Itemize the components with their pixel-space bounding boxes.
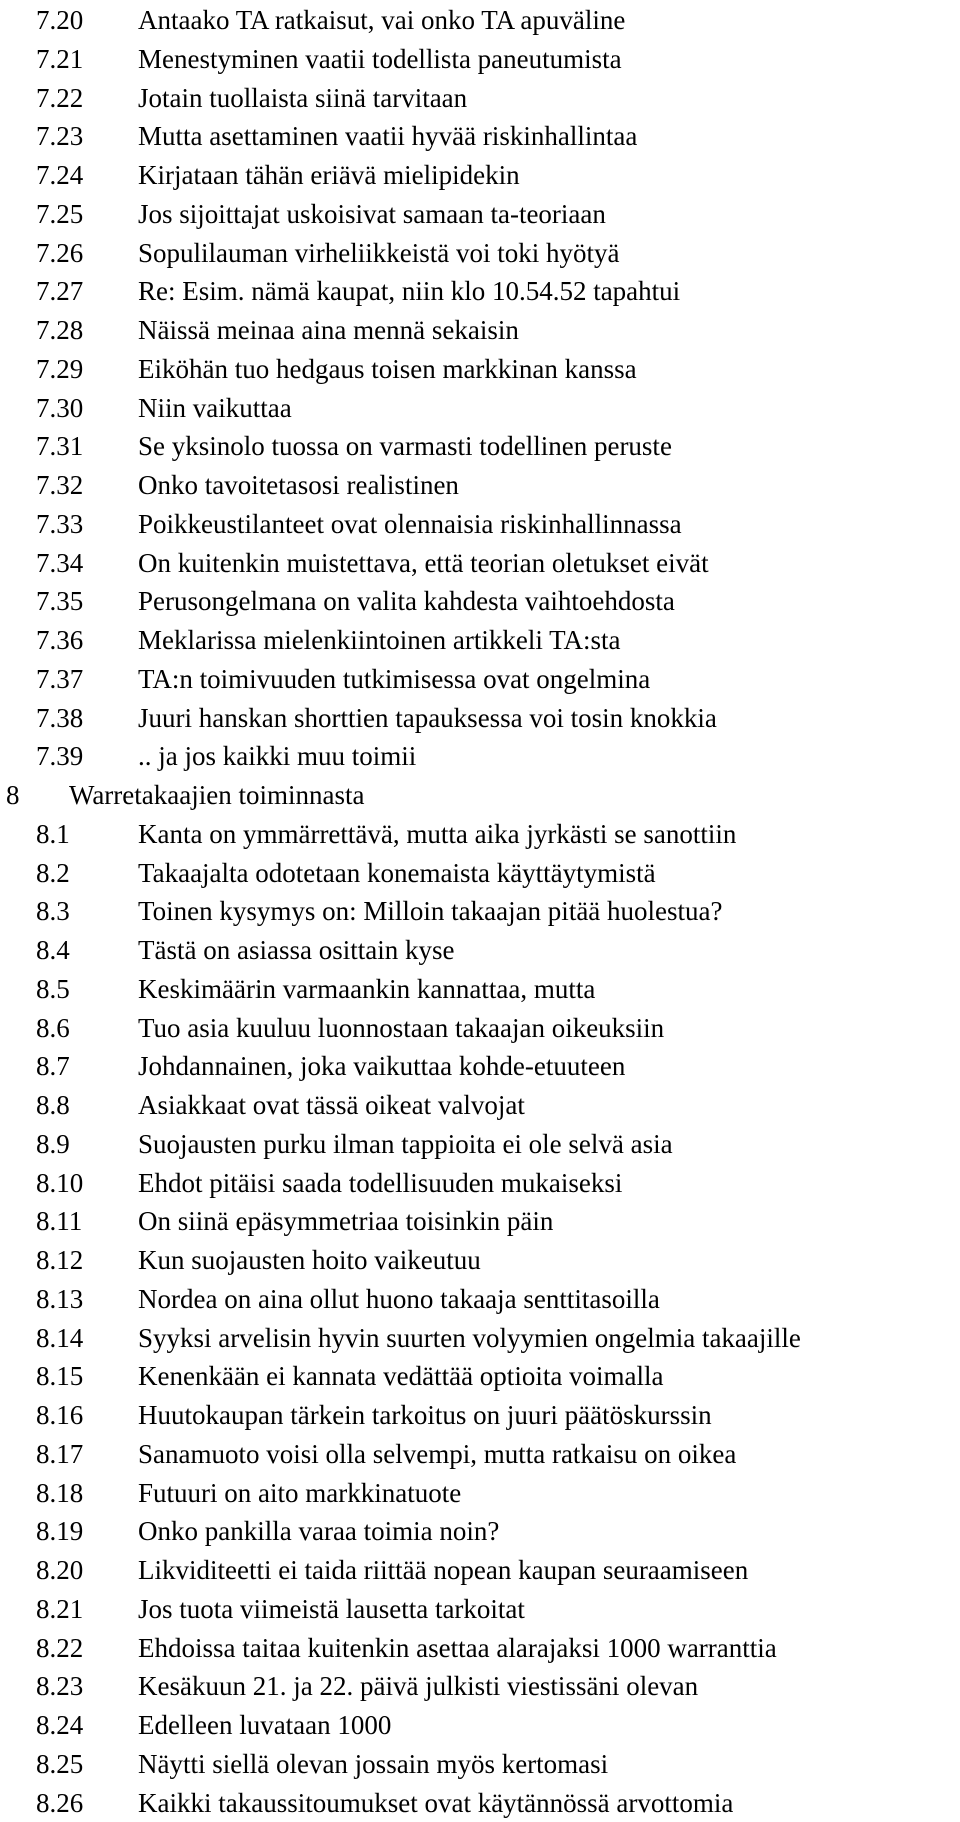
toc-entry-number: 7.34 — [36, 547, 84, 578]
toc-entry-number: 8.23 — [36, 1671, 84, 1702]
toc-entry-number: 8.8 — [36, 1090, 70, 1120]
toc-entry-title: Meklarissa mielenkiintoinen artikkeli TA:sta — [138, 625, 621, 655]
toc-entry-number: 8.16 — [36, 1400, 84, 1430]
toc-entry-title: Onko pankilla varaa toimia noin? — [138, 1516, 500, 1547]
toc-entry-title: .. ja jos kaikki muu toimii — [138, 741, 417, 772]
toc-entry-number: 8.2 — [36, 857, 70, 888]
toc-entry-number: 8.26 — [36, 1787, 84, 1818]
toc-entry-number: 7.28 — [36, 315, 84, 345]
toc-entry-title: Kenenkään ei kannata vedättää optioita voimalla — [138, 1361, 664, 1392]
toc-entry-title: Mutta asettaminen vaatii hyvää riskinhallintaa — [138, 121, 638, 152]
toc-entry-title: Suojausten purku ilman tappioita ei ole selvä asia — [138, 1128, 673, 1159]
toc-entry-title: Eiköhän tuo hedgaus toisen markkinan kanssa — [138, 353, 637, 384]
toc-entry-title: Jos sijoittajat uskoisivat samaan ta-teoriaan — [138, 198, 606, 229]
toc-entry-title: Takaajalta odotetaan konemaista käyttäytymistä — [138, 857, 656, 888]
toc-entry-number: 7.25 — [36, 198, 84, 229]
toc-entry-number: 7.35 — [36, 586, 84, 617]
toc-entry-number: 8.7 — [36, 1051, 70, 1082]
toc-entry-number: 8.17 — [36, 1438, 84, 1469]
toc-entry-title: TA:n toimivuuden tutkimisessa ovat ongelmina — [138, 663, 651, 694]
toc-entry-title: Kun suojausten hoito vaikeutuu — [138, 1245, 481, 1275]
toc-entry-number: 7.36 — [36, 625, 84, 655]
toc-entry-title: Likviditeetti ei taida riittää nopean kaupan seuraamiseen — [138, 1555, 749, 1585]
toc-entry-number: 8.3 — [36, 896, 70, 927]
toc-entry-number: 7.29 — [36, 353, 84, 384]
toc-entry-number: 7.21 — [36, 43, 84, 74]
toc-entry-title: Näytti siellä olevan jossain myös kertomasi — [138, 1748, 609, 1779]
toc-entry-title: On siinä epäsymmetriaa toisinkin päin — [138, 1206, 554, 1237]
toc-entry-title: Niin vaikuttaa — [138, 392, 292, 423]
toc-entry-title: Sanamuoto voisi olla selvempi, mutta ratkaisu on oikea — [138, 1438, 737, 1469]
toc-entry-number: 7.30 — [36, 392, 84, 423]
toc-entry-number: 8.6 — [36, 1012, 70, 1043]
toc-entry-title: Perusongelmana on valita kahdesta vaihtoehdosta — [138, 586, 675, 617]
toc-entry-number: 8.21 — [36, 1593, 84, 1624]
toc-entry-number: 8.1 — [36, 818, 70, 849]
toc-entry-title: Juuri hanskan shorttien tapauksessa voi tosin knokkia — [138, 702, 717, 733]
toc-entry-number: 8.20 — [36, 1555, 84, 1585]
toc-entry-number: 7.23 — [36, 121, 84, 152]
toc-entry-title: Futuuri on aito markkinatuote — [138, 1477, 462, 1508]
toc-entry-number: 8.25 — [36, 1748, 84, 1779]
toc-entry-title: Kaikki takaussitoumukset ovat käytännössä arvottomia — [138, 1787, 734, 1818]
toc-entry-number: 8.24 — [36, 1710, 84, 1740]
toc-entry-number: 7.37 — [36, 663, 84, 694]
toc-entry-title: Tuo asia kuuluu luonnostaan takaajan oikeuksiin — [138, 1012, 665, 1043]
toc-entry-title: Näissä meinaa aina mennä sekaisin — [138, 315, 519, 345]
toc-entry-number: 7.22 — [36, 82, 84, 113]
toc-entry-number: 8.9 — [36, 1128, 70, 1159]
toc-entry-title: On kuitenkin muistettava, että teorian oletukset eivät — [138, 547, 709, 578]
toc-entry-title: Kanta on ymmärrettävä, mutta aika jyrkästi se sanottiin — [138, 818, 737, 849]
toc-entry-number: 8 — [6, 780, 20, 810]
toc-entry-number: 7.27 — [36, 276, 84, 307]
toc-entry-title: Onko tavoitetasosi realistinen — [138, 470, 459, 500]
toc-entry-number: 8.13 — [36, 1283, 84, 1314]
toc-entry-title: Nordea on aina ollut huono takaaja senttitasoilla — [138, 1283, 660, 1314]
toc-entry-number: 7.38 — [36, 702, 84, 733]
toc-entry-number: 7.33 — [36, 508, 84, 539]
toc-entry-number: 8.4 — [36, 935, 70, 965]
toc-entry-title: Syyksi arvelisin hyvin suurten volyymien ongelmia takaajille — [138, 1322, 801, 1353]
toc-entry-title: Antaako TA ratkaisut, vai onko TA apuväline — [138, 5, 626, 35]
toc-entry-number: 7.24 — [36, 160, 84, 190]
toc-entry-title: Tästä on asiassa osittain kyse — [138, 935, 455, 965]
toc-entry-title: Re: Esim. nämä kaupat, niin klo 10.54.52 tapahtui — [138, 276, 681, 307]
toc-entry-title: Kesäkuun 21. ja 22. päivä julkisti viestissäni olevan — [138, 1671, 699, 1702]
toc-entry-number: 8.10 — [36, 1167, 84, 1198]
toc-entry-title: Jos tuota viimeistä lausetta tarkoitat — [138, 1593, 525, 1624]
toc-entry-number: 8.14 — [36, 1322, 84, 1353]
toc-entry-number: 7.32 — [36, 470, 84, 500]
toc-entry-number: 7.39 — [36, 741, 84, 772]
toc-entry-number: 8.15 — [36, 1361, 84, 1392]
toc-entry-title: Edelleen luvataan 1000 — [138, 1710, 392, 1740]
toc-entry-number: 8.11 — [36, 1206, 83, 1237]
toc-entry-title: Warretakaajien toiminnasta — [69, 780, 365, 810]
toc-entry-number: 8.18 — [36, 1477, 84, 1508]
toc-entry-title: Toinen kysymys on: Milloin takaajan pitää huolestua? — [138, 896, 723, 927]
toc-entry-title: Sopulilauman virheliikkeistä voi toki hyötyä — [138, 237, 620, 268]
toc-entry-title: Poikkeustilanteet ovat olennaisia riskinhallinnassa — [138, 508, 682, 539]
toc-entry-number: 8.22 — [36, 1632, 84, 1663]
toc-entry-title: Ehdot pitäisi saada todellisuuden mukaiseksi — [138, 1167, 623, 1198]
toc-entry-number: 7.20 — [36, 5, 84, 35]
toc-entry-number: 8.12 — [36, 1245, 84, 1275]
toc-entry-number: 8.19 — [36, 1516, 84, 1547]
toc-entry-number: 7.31 — [36, 431, 84, 462]
toc-entry-title: Johdannainen, joka vaikuttaa kohde-etuuteen — [138, 1051, 626, 1082]
toc-entry-title: Ehdoissa taitaa kuitenkin asettaa alarajaksi 1000 warranttia — [138, 1632, 777, 1663]
toc-entry-title: Kirjataan tähän eriävä mielipidekin — [138, 160, 520, 190]
toc-entry-title: Jotain tuollaista siinä tarvitaan — [138, 82, 468, 113]
toc-entry-number: 7.26 — [36, 237, 84, 268]
toc-entry-title: Keskimäärin varmaankin kannattaa, mutta — [138, 973, 596, 1004]
toc-entry-number: 8.5 — [36, 973, 70, 1004]
toc-entry-title: Se yksinolo tuossa on varmasti todellinen peruste — [138, 431, 672, 462]
toc-entry-title: Asiakkaat ovat tässä oikeat valvojat — [138, 1090, 525, 1120]
toc-entry-title: Huutokaupan tärkein tarkoitus on juuri päätöskurssin — [138, 1400, 712, 1430]
toc-entry-title: Menestyminen vaatii todellista paneutumista — [138, 43, 622, 74]
